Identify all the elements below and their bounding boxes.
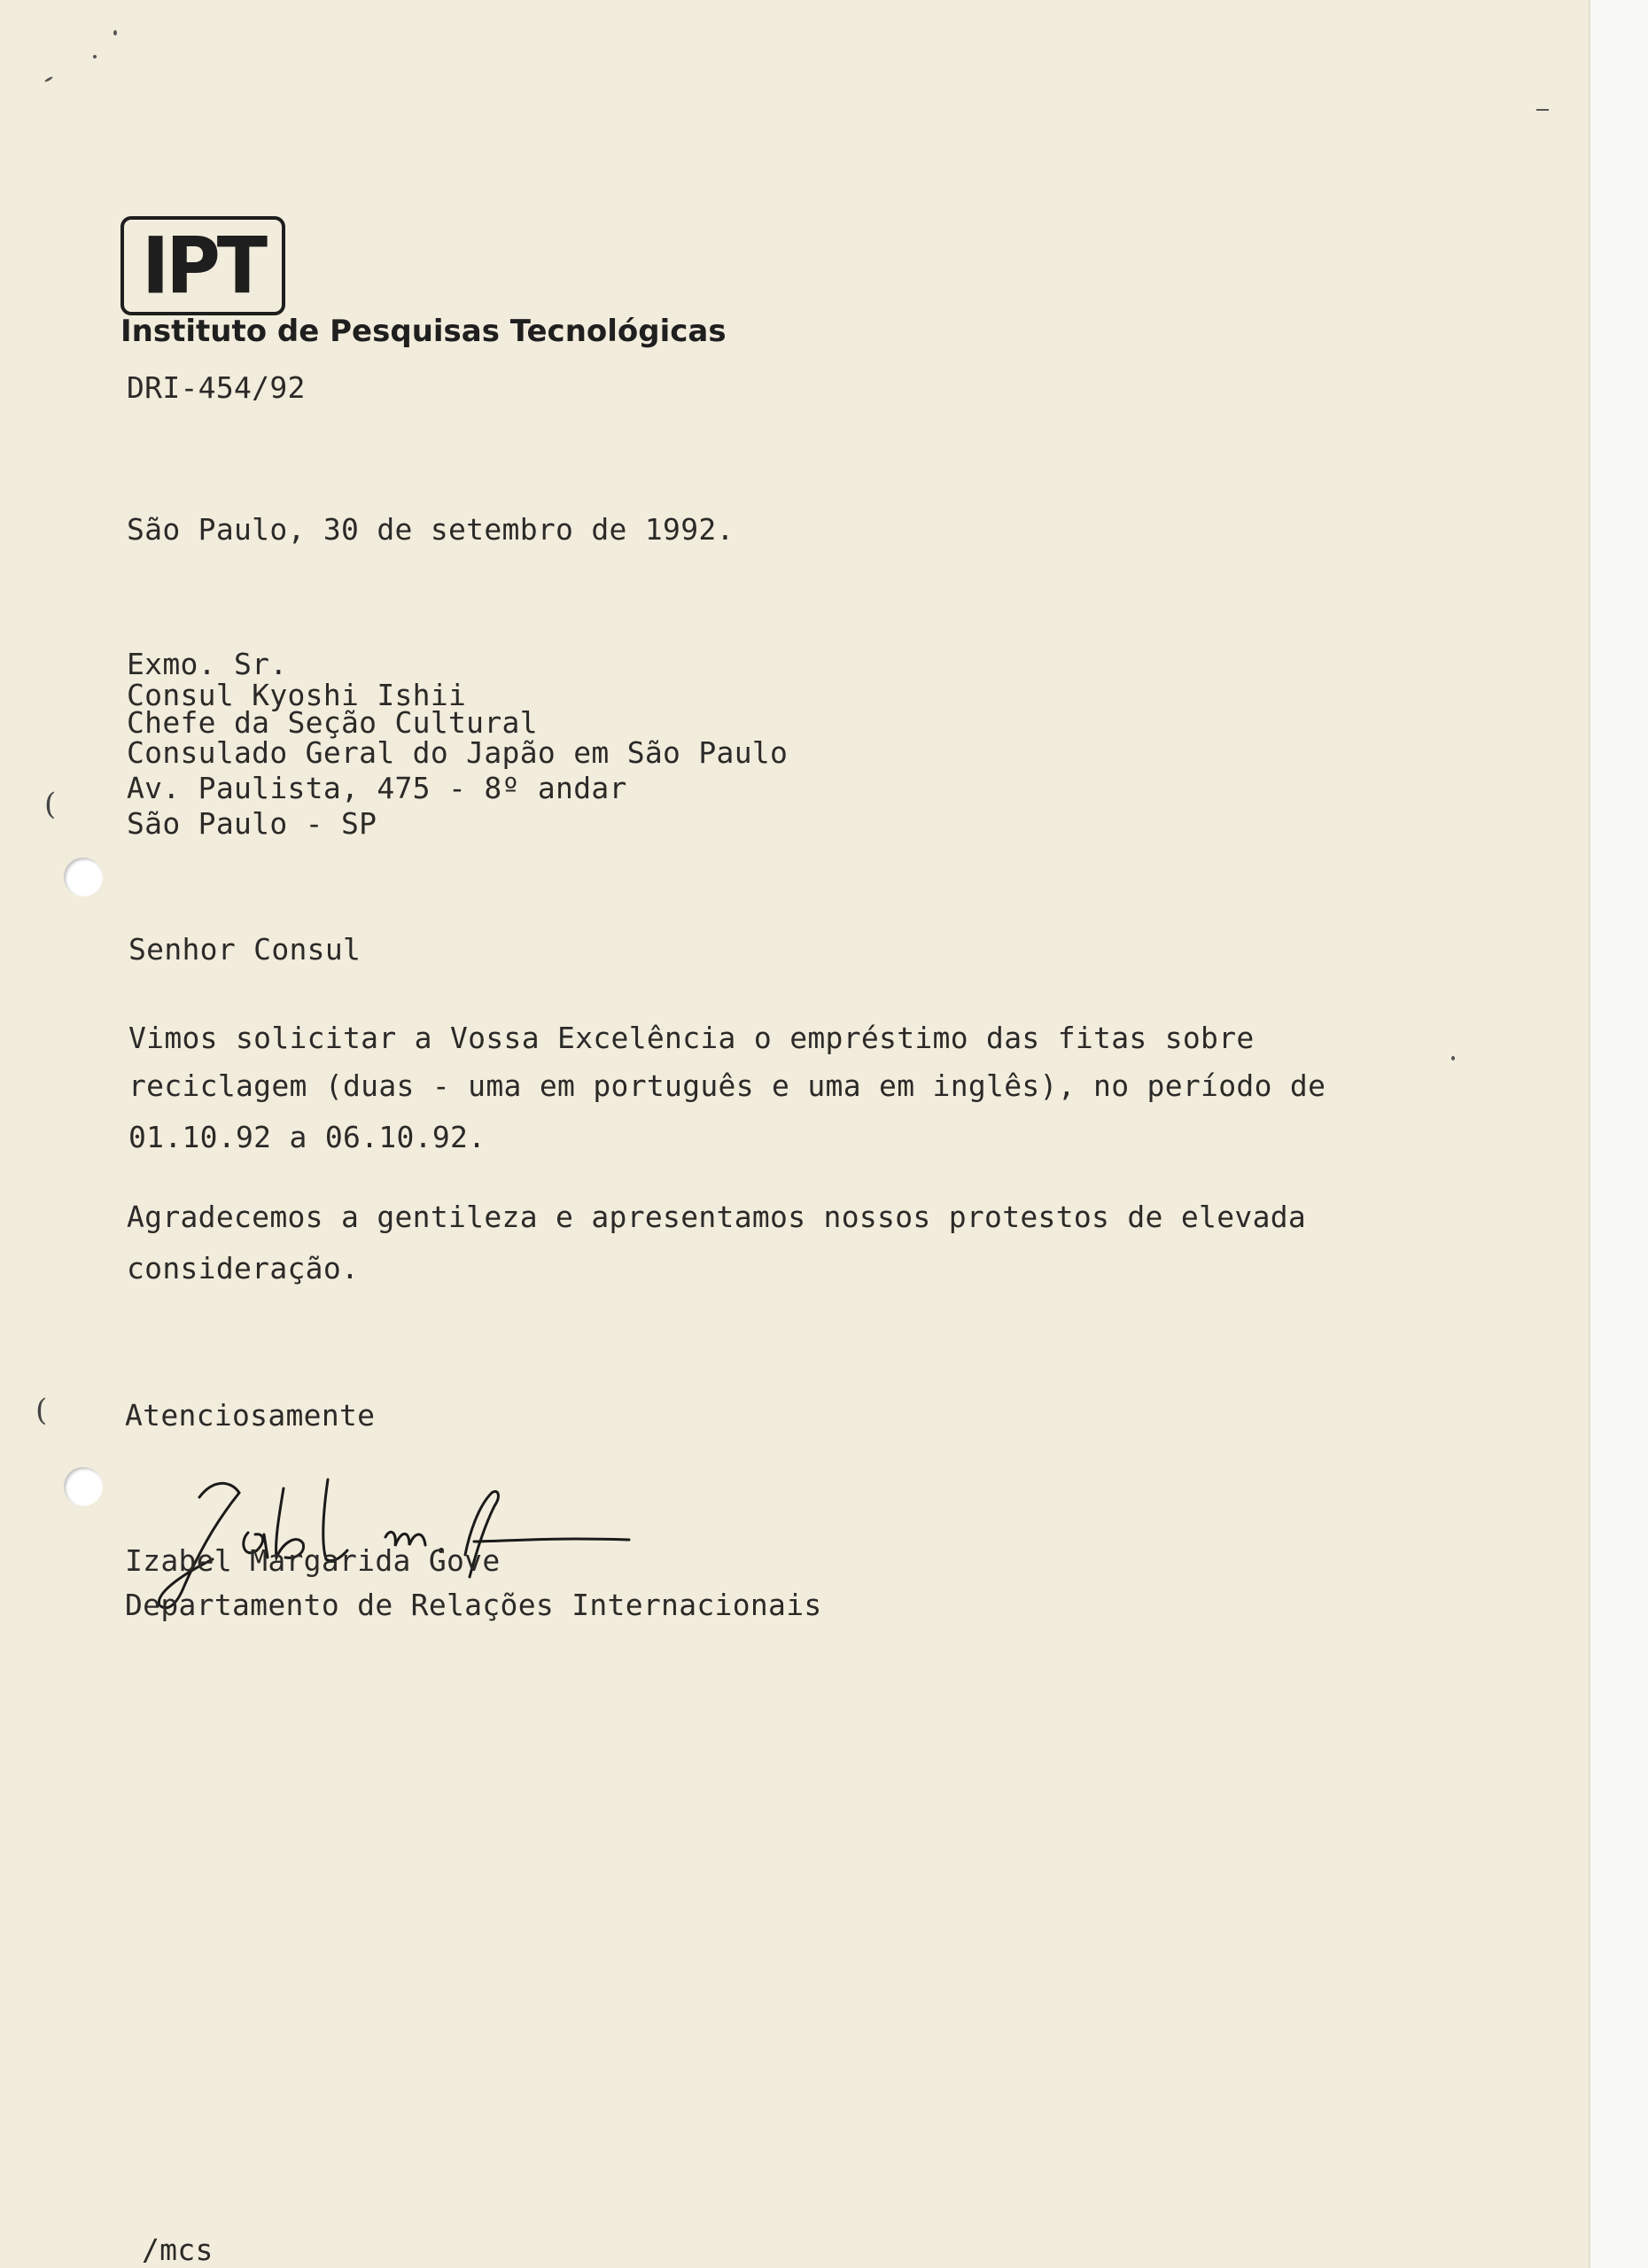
paper-speck [1536, 109, 1549, 111]
paper-speck [113, 30, 117, 35]
paper-speck [93, 55, 97, 58]
logo-text: IPT [141, 220, 265, 312]
institution-name: Instituto de Pesquisas Tecnológicas [120, 314, 727, 349]
body-paragraph-1-line-2: reciclagem (duas - uma em português e uma em inglês), no período de [128, 1068, 1326, 1103]
recipient-line-3: Chefe da Seção Cultural [127, 705, 538, 740]
punch-hole-top [64, 858, 103, 897]
paper-speck [1451, 1056, 1455, 1060]
signer-name: Izabel Margarida Gove [125, 1543, 501, 1578]
scan-margin [1590, 0, 1648, 2268]
margin-mark-top: ( [44, 787, 57, 822]
reference-number: DRI-454/92 [127, 370, 306, 405]
recipient-line-6: São Paulo - SP [127, 806, 377, 841]
recipient-line-4: Consulado Geral do Japão em São Paulo [127, 735, 789, 770]
recipient-line-1: Exmo. Sr. [127, 647, 288, 681]
typist-initials: /mcs [142, 2233, 214, 2267]
recipient-line-5: Av. Paulista, 475 - 8º andar [127, 771, 627, 805]
ipt-logo [120, 216, 285, 315]
recipient-line-2: Consul Kyoshi Ishii [127, 678, 467, 712]
body-paragraph-1-line-3: 01.10.92 a 06.10.92. [128, 1120, 486, 1154]
body-paragraph-1-line-1: Vimos solicitar a Vossa Excelência o empréstimo das fitas sobre [128, 1021, 1255, 1055]
date-line: São Paulo, 30 de setembro de 1992. [127, 512, 735, 547]
body-paragraph-2-line-1: Agradecemos a gentileza e apresentamos nossos protestos de elevada [127, 1200, 1307, 1234]
closing: Atenciosamente [125, 1398, 376, 1433]
paper-speck [44, 76, 53, 83]
body-paragraph-2-line-2: consideração. [127, 1251, 360, 1285]
punch-hole-bottom [64, 1467, 103, 1506]
salutation: Senhor Consul [128, 932, 361, 967]
margin-mark-bottom: ( [35, 1393, 48, 1428]
signer-department: Departamento de Relações Internacionais [125, 1588, 822, 1622]
